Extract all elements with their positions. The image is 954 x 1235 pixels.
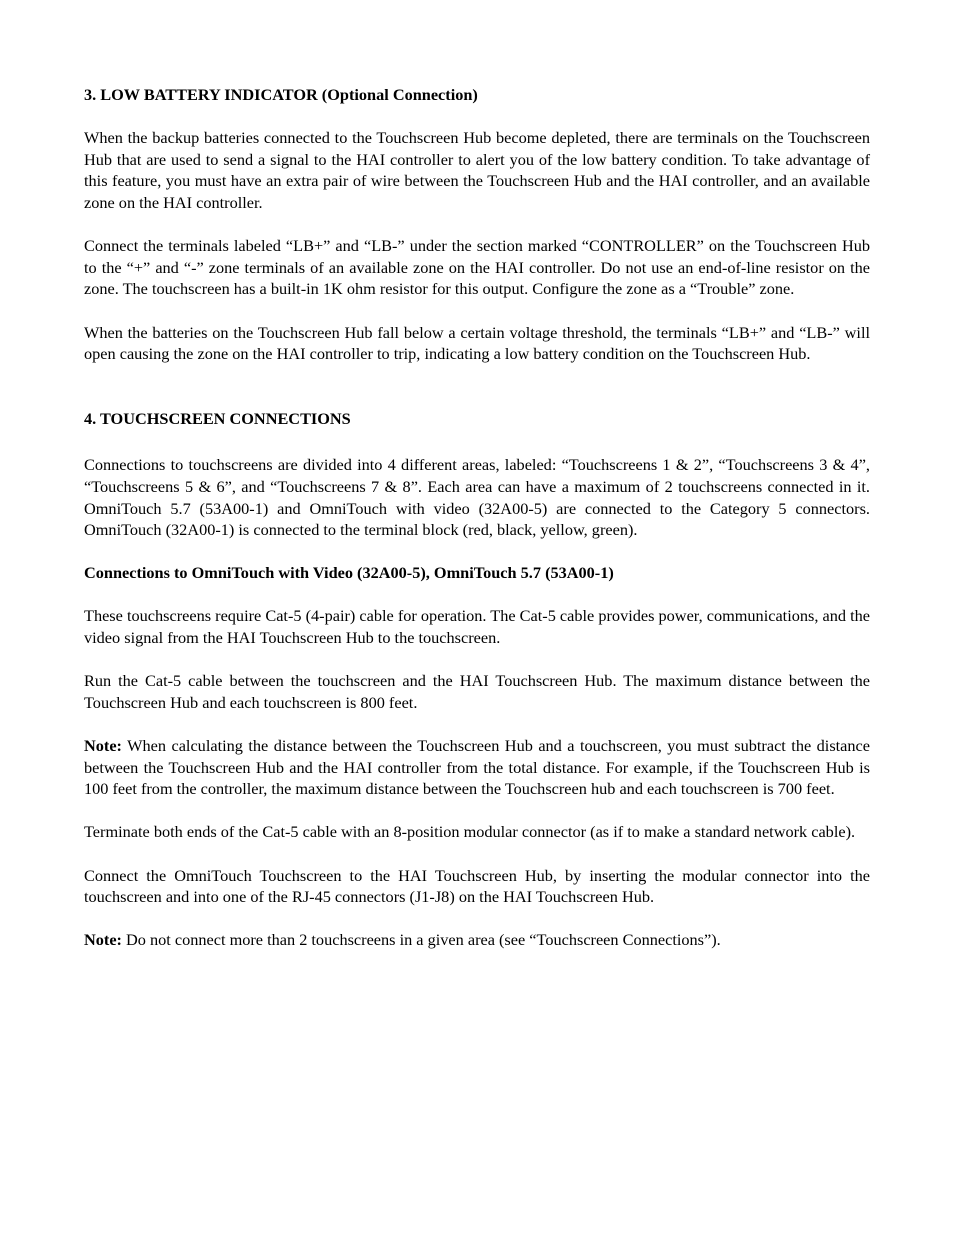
section-3-heading: 3. LOW BATTERY INDICATOR (Optional Connection) [84,85,478,104]
note-text-2: Do not connect more than 2 touchscreens in a given area (see “Touchscreen Connections”). [121,930,721,950]
section-3-paragraph-2: Connect the terminals labeled “LB+” and “LB-” under the section marked “CONTROLLER” on the Touchscreen Hub to the “+” and “-” zone terminals of an available zone on the HAI controller. Do not use an end-of-line resistor on the zone. The touchscreen has a built-in 1K ohm resistor for this output. Configure the zone as a “Trouble” zone. [84,236,870,299]
section-4-paragraph-4: Terminate both ends of the Cat-5 cable with an 8-position modular connector (as if to make a standard network cable). [84,822,856,842]
section-3-paragraph-1: When the backup batteries connected to the Touchscreen Hub become depleted, there are terminals on the Touchscreen Hub that are used to send a signal to the HAI controller to alert you of the low battery condition. To take advantage of this feature, you must have an extra pair of wire between the Touchscreen Hub and the HAI controller, and an available zone on the HAI controller. [84,128,870,212]
section-4-paragraph-1: Connections to touchscreens are divided into 4 different areas, labeled: “Touchscreens 1 & 2”, “Touchscreens 3 & 4”, “Touchscreens 5 & 6”, and “Touchscreens 7 & 8”. Each area can have a maximum of 2 touchscreens connected in it. OmniTouch 5.7 (53A00-1) and OmniTouch with video (32A00-5) are connected to the Category 5 connectors. OmniTouch (32A00-1) is connected to the terminal block (red, black, yellow, green). [84,455,870,540]
section-4-paragraph-3: Run the Cat-5 cable between the touchscreen and the HAI Touchscreen Hub. The maximum distance between the Touchscreen Hub and each touchscreen is 800 feet. [84,671,870,712]
document-page [84,84,870,951]
section-4-paragraph-2: These touchscreens require Cat-5 (4-pair) cable for operation. The Cat-5 cable provides power, communications, and the video signal from the HAI Touchscreen Hub to the touchscreen. [84,606,870,648]
note-label-1: Note: [84,736,122,756]
note-paragraph-1 [84,735,870,800]
note-label-2: Note: [84,930,122,950]
note-paragraph-2 [84,929,870,951]
section-4-paragraph-5: Connect the OmniTouch Touchscreen to the HAI Touchscreen Hub, by inserting the modular connector into the touchscreen and into one of the RJ-45 connectors (J1-J8) on the HAI Touchscreen Hub. [84,865,870,907]
section-4-heading: 4. TOUCHSCREEN CONNECTIONS [84,408,351,428]
section-4-subheading: Connections to OmniTouch with Video (32A00-5), OmniTouch 5.7 (53A00-1) [84,563,614,583]
note-text-1: When calculating the distance between the Touchscreen Hub and a touchscreen, you must subtract the distance between the Touchscreen Hub and the HAI controller from the total distance. For example, if the Touchscreen Hub is 100 feet from the controller, the maximum distance between the Touchscreen hub and each touchscreen is 700 feet. [84,736,870,799]
section-3-paragraph-3: When the batteries on the Touchscreen Hub fall below a certain voltage threshold, the terminals “LB+” and “LB-” will open causing the zone on the HAI controller to trip, indicating a low battery condition on the Touchscreen Hub. [84,322,870,364]
